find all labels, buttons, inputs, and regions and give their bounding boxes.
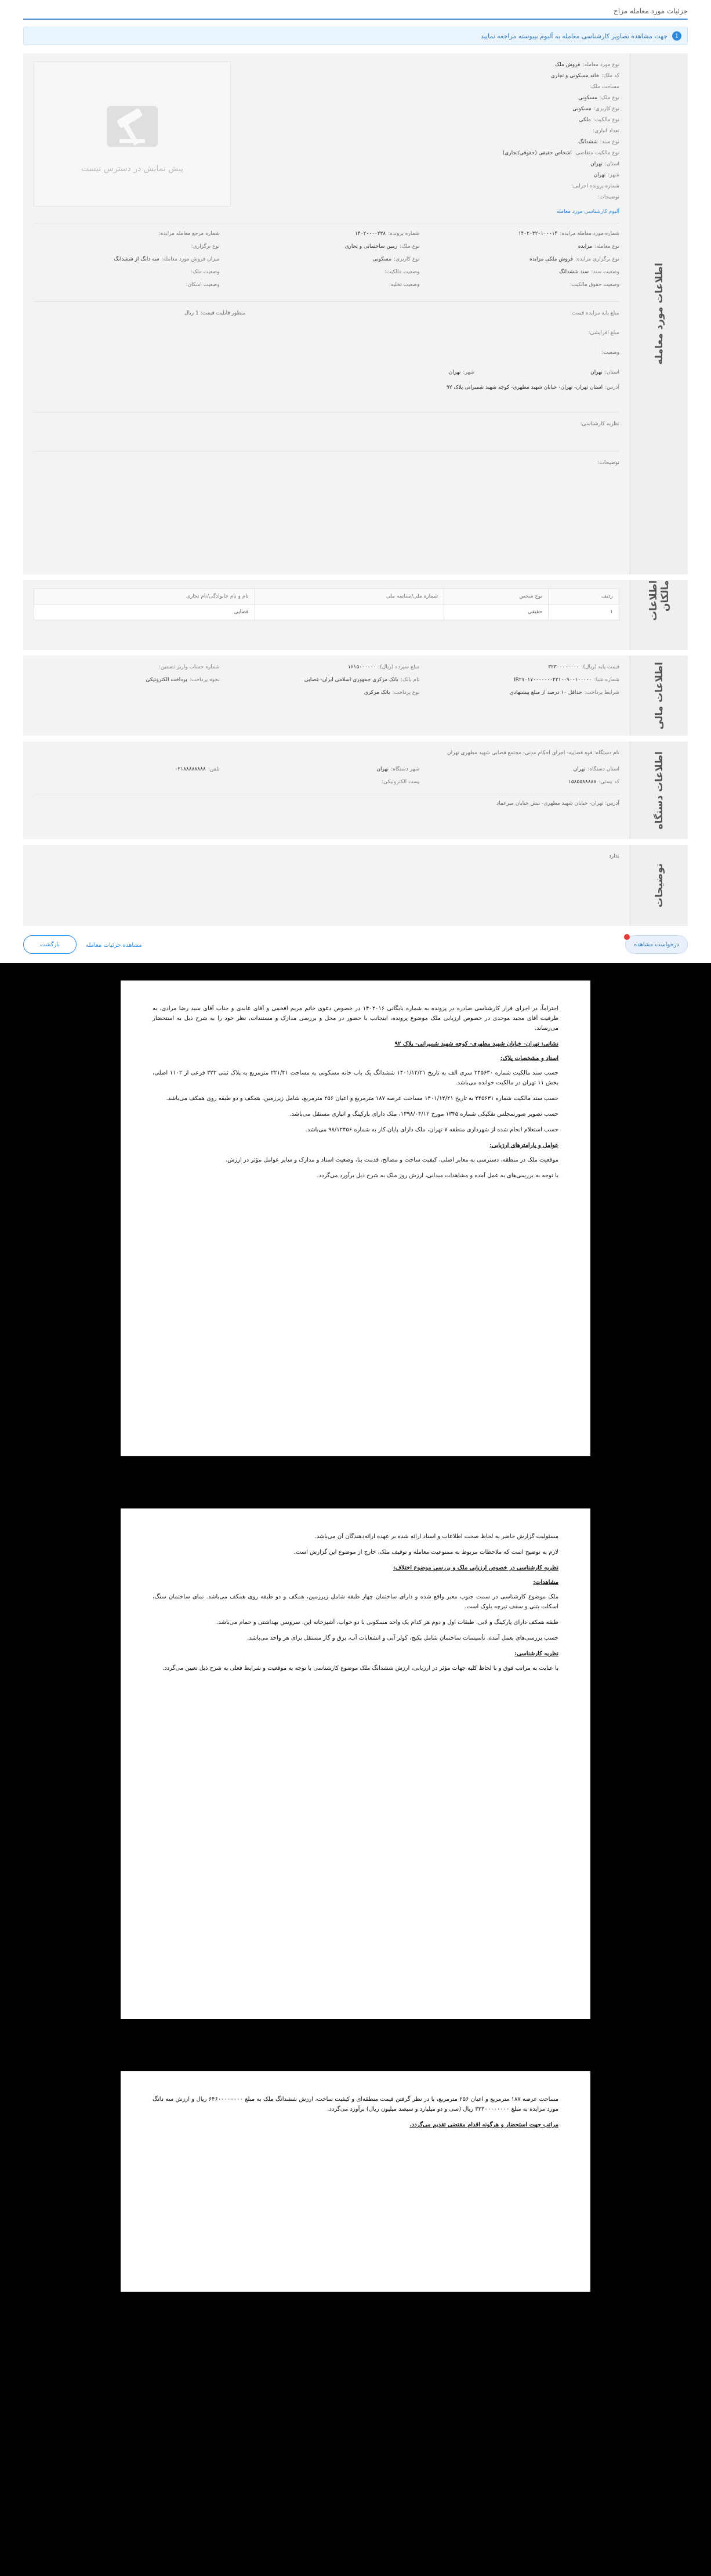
field-value: تهران [590, 161, 603, 167]
document-paragraph: حسب سند مالکیت شماره ۲۴۵۶۳۱ به تاریخ ۱۴۰۱/۱۲/۲۱ مساحت عرصه ۱۸۷ مترمربع و اعیان ۲۵۶ مترمربع، شامل زیرزمین، همکف و دو طبقه روی همکف می‌باشد. [166, 1095, 558, 1102]
document-paragraph: با عنایت به مراتب فوق و با لحاظ کلیه جهات مؤثر در ارزیابی، ارزش ششدانگ ملک موضوع کارشناسی با توجه به موقعیت و شرایط فعلی به شرح ذیل تعیین می‌گردد. [162, 1665, 558, 1671]
owners-table-header [34, 589, 619, 605]
property-grid-fields [34, 230, 619, 288]
owners-table [34, 588, 619, 620]
province-field [590, 369, 619, 376]
price-note: منظور قابلیت قیمت: 1 ریال [184, 310, 246, 316]
organization-content [23, 741, 630, 839]
province-label: استان: [604, 370, 619, 375]
field-value: IR۲۷۰۱۷۰۰۰۰۰۰۰۲۲۱۰۰۹۰۰۱۰۰۰۰۰ [513, 677, 592, 683]
field-value: تهران [593, 172, 606, 178]
property-content [23, 53, 630, 574]
document-paragraph: عوامل و پارامترهای ارزیابی: [489, 1142, 558, 1149]
document-viewer[interactable] [0, 963, 711, 2576]
table-cell: حقیقی [444, 605, 549, 620]
financial-field [234, 664, 420, 671]
property-field [376, 84, 619, 91]
field-label: نوع مالکیت متقاضی: [574, 150, 619, 156]
field-value: ملکی [579, 117, 591, 123]
property-grid-field [34, 269, 220, 276]
table-header-cell: نام و نام خانوادگی/نام تجاری [34, 589, 255, 605]
field-value: اشخاص حقیقی (حقوقی/تجاری) [502, 150, 572, 156]
field-value: مزایده [578, 244, 593, 249]
field-label: شماره پرونده: [388, 231, 420, 237]
field-value: ۰۲۱۸۸۸۸۸۸۸۸ [175, 766, 206, 772]
divider [34, 301, 619, 302]
field-label: نوع سند: [600, 139, 619, 145]
document-paragraph: ملک موضوع کارشناسی در سمت جنوب معبر واقع شده و دارای ساختمان چهار طبقه شامل زیرزمین، همکف و دو طبقه روی همکف می‌باشد. نمای ساختمان سنگ، اسکلت بتنی و سقف تیرچه بلوک است. [153, 1594, 558, 1610]
field-value: تهران [376, 766, 389, 772]
field-label: پست الکترونیکی: [382, 779, 420, 785]
address-value: استان تهران- تهران- خیابان شهید مطهری- کوچه شهید شمیرانی پلاک ۹۲ [446, 385, 603, 390]
document-paragraph: موقعیت ملک در منطقه، دسترسی به معابر اصلی، کیفیت ساخت و مصالح، قدمت بنا، وضعیت اسناد و مدارک و سایر عوامل مؤثر در ارزش. [225, 1157, 558, 1163]
bid-step-field [34, 330, 619, 337]
field-label: شماره حساب واریز تضمین: [158, 664, 220, 670]
field-label: نوع کاربری: [394, 256, 420, 262]
field-label: مبلغ سپرده (ریال): [378, 664, 420, 670]
property-field [376, 106, 619, 113]
financial-section-label: اطلاعات مالی [653, 661, 665, 730]
property-grid-field [433, 281, 619, 288]
property-grid-field [433, 230, 619, 237]
financial-section-label-col [630, 656, 688, 736]
financial-field [433, 689, 619, 696]
property-field [376, 128, 619, 135]
property-grid-field [34, 256, 220, 263]
field-value: زمین ساختمانی و تجاری [344, 244, 398, 249]
financial-field [433, 676, 619, 683]
organization-section-label-col [630, 741, 688, 839]
organization-field [433, 766, 619, 773]
notice-text: جهت مشاهده تصاویر کارشناسی معامله به آلبوم بپیوسته مراجعه نمایید [480, 32, 668, 40]
field-label: نام بانک: [400, 677, 420, 683]
owners-section-label: اطلاعات مالکان [647, 580, 671, 621]
org-address: آدرس: تهران- خیابان شهید مطهری- نبش خیابان میرعماد [496, 801, 619, 806]
field-value: ۳۲۳۰۰۰۰۰۰۰۰ [548, 664, 579, 670]
address-field [34, 384, 619, 391]
organization-section-label: اطلاعات دستگاه [653, 751, 665, 830]
field-label: توضیحات: [597, 194, 619, 200]
document-paragraph: مشاهدات: [533, 1579, 558, 1586]
divider [34, 412, 619, 413]
property-section [23, 53, 688, 574]
field-value: پرداخت الکترونیکی [146, 677, 187, 683]
property-image[interactable] [34, 61, 231, 207]
field-label: وضعیت تخلیه: [389, 282, 420, 288]
field-value: ۱۵۸۵۵۸۸۸۸۸ [568, 779, 597, 785]
info-notice [23, 27, 688, 45]
property-grid-field [34, 281, 220, 288]
table-header-cell: نوع شخص [444, 589, 549, 605]
field-label: مساحت ملک: [589, 84, 619, 90]
owners-table-body [34, 605, 619, 620]
property-field [376, 172, 619, 179]
organization-field [234, 766, 420, 773]
organization-fields [34, 766, 619, 786]
org-name: نام دستگاه: قوه قضاییه- اجرای احکام مدنی- مجتمع قضایی شهید مطهری تهران [447, 750, 619, 756]
property-field [376, 150, 619, 157]
financial-field [234, 676, 420, 683]
organization-section [23, 741, 688, 839]
document-paragraph: حسب بررسی‌های بعمل آمده، تأسیسات ساختمان شامل پکیج، کولر آبی و انشعابات آب، برق و گاز مستقل برای هر واحد می‌باشد. [247, 1635, 558, 1641]
document-paragraph: احتراماً، در اجرای قرار کارشناسی صادره در پرونده به شماره بایگانی ۱۴۰۲۰۱۶ در خصوص دعوی خانم مریم افخمی و آقای عابدی و جناب آقای سید رضا مرادی، به طرفیت آقای مجید موحدی در خصوص ارزیابی ملک موضوع پرونده، اینجانب با حضور در محل و بررسی مدارک و مستندات، نظر خود را به شرح ذیل به استحضار می‌رساند. [153, 1005, 558, 1032]
field-label: نوع برگزاری مزایده: [575, 256, 619, 262]
field-label: شهر دستگاه: [391, 766, 420, 772]
field-value: فروش ملک [555, 62, 581, 68]
descriptions-content [23, 845, 630, 926]
property-grid-field [433, 256, 619, 263]
document-paragraph: لازم به توضیح است که ملاحظات مربوط به ممنوعیت معامله و توقیف ملک، خارج از موضوع این گزارش است. [293, 1549, 558, 1555]
property-section-label-col [630, 53, 688, 574]
field-label: نوع مورد معامله: [582, 62, 619, 68]
organization-field [234, 779, 420, 786]
field-value: سه دانگ از ششدانگ [114, 256, 159, 262]
document-page-3 [121, 2071, 590, 2292]
city-label: شهر: [463, 370, 475, 375]
field-label: نوع پرداخت: [392, 690, 420, 696]
field-label: شماره شبا: [594, 677, 619, 683]
table-header-cell: شماره ملی/شناسه ملی [255, 589, 444, 605]
field-label: نوع برگزاری: [191, 244, 220, 249]
album-link[interactable]: آلبوم کارشناسی مورد معامله [556, 209, 619, 215]
document-paragraph: حسب استعلام انجام شده از شهرداری منطقه ۷ تهران، ملک دارای پایان کار به شماره ۹۸/۱۲۴۵۶ می‌باشد. [305, 1127, 558, 1133]
city-field [449, 369, 474, 376]
action-bar [23, 933, 688, 956]
property-desc-label: توضیحات: [597, 460, 619, 466]
table-row [34, 605, 619, 620]
field-label: وضعیت ملک: [191, 269, 220, 275]
property-field [376, 139, 619, 146]
field-label: وضعیت اسکان: [186, 282, 220, 288]
property-grid-field [34, 243, 220, 250]
field-label: میزان فروش مورد معامله: [161, 256, 220, 262]
field-label: وضعیت حقوق مالکیت: [569, 282, 619, 288]
field-label: وضعیت سند: [591, 269, 619, 275]
city-value: تهران [448, 370, 461, 375]
field-label: استان: [604, 161, 619, 167]
property-grid-field [34, 230, 220, 237]
image-placeholder-text: پیش نمایش در دسترس نیست [81, 164, 184, 173]
title-divider [23, 19, 688, 20]
financial-fields [34, 664, 619, 696]
field-value: سند ششدانگ [559, 269, 589, 275]
field-value: ۱۶۱۵۰۰۰۰۰۰ [347, 664, 376, 670]
field-value: بانک مرکزی [364, 690, 390, 696]
field-value: فروش ملکی مزایده [529, 256, 573, 262]
field-label: نوع ملک: [599, 95, 619, 101]
document-paragraph: نظریه کارشناسی در خصوص ارزیابی ملک و بررسی موضوع اختلاف: [393, 1565, 558, 1571]
financial-field [433, 664, 619, 671]
field-value: مسکونی [372, 256, 392, 262]
property-field [376, 73, 619, 79]
table-cell: قضایی [34, 605, 255, 620]
descriptions-text: ندارد [608, 853, 619, 859]
property-grid-field [234, 230, 420, 237]
notification-dot-icon [624, 934, 630, 940]
document-paragraph: مراتب جهت استحضار و هرگونه اقدام مقتضی تقدیم می‌گردد. [409, 2122, 558, 2128]
view-details-link[interactable]: مشاهده جزئیات معامله [86, 942, 142, 949]
property-field [376, 183, 619, 190]
financial-field [34, 676, 220, 683]
descriptions-section-label: توضیحات [653, 863, 665, 908]
document-paragraph: حسب سند مالکیت شماره ۲۴۵۶۳۰ سری الف به تاریخ ۱۴۰۱/۱۲/۲۱ ششدانگ یک باب خانه مسکونی به مساحت ۲۲۱/۴۱ مترمربع به پلاک ثبتی ۳۲۳ فرعی از ۱۱۰۲ اصلی، بخش ۱۱ تهران در مالکیت خوانده می‌باشد. [153, 1070, 558, 1086]
descriptions-section-label-col [630, 845, 688, 926]
field-label: استان دستگاه: [587, 766, 619, 772]
property-field [376, 117, 619, 124]
address-label: آدرس: [605, 385, 619, 390]
price-label: مبلغ پایه مزایده قیمت: [570, 310, 619, 316]
field-label: نحوه پرداخت: [189, 677, 220, 683]
field-label: نوع معامله: [594, 244, 619, 249]
status-field [34, 349, 619, 356]
property-field [376, 61, 619, 68]
field-label: شماره مرجع معامله مزایده: [158, 231, 220, 237]
table-header-cell: ردیف [549, 589, 619, 605]
owners-section [23, 580, 688, 650]
field-value: ۱۴۰۲۰۰۰۰۲۳۸ [354, 231, 386, 237]
status-label: وضعیت: [601, 350, 619, 356]
table-cell [255, 605, 444, 620]
request-view-label: درخواست مشاهده [634, 941, 679, 948]
financial-content [23, 656, 630, 736]
field-label: نوع کاربری: [593, 106, 619, 112]
field-label: نوع ملک: [400, 244, 420, 249]
property-grid-field [433, 269, 619, 276]
property-field [376, 95, 619, 102]
document-page-2 [121, 1508, 590, 2019]
financial-section [23, 656, 688, 736]
field-label: شماره مورد معامله مزایده: [560, 231, 619, 237]
field-label: شماره پرونده اجرایی: [571, 183, 619, 189]
field-value: تهران [573, 766, 586, 772]
property-grid-field [234, 269, 420, 276]
property-field [376, 194, 619, 201]
financial-field [34, 664, 220, 671]
field-value: ششدانگ [578, 139, 598, 145]
info-icon: i [672, 31, 681, 41]
property-grid-field [234, 243, 420, 250]
financial-field [234, 689, 420, 696]
gavel-icon [100, 95, 164, 158]
province-value: تهران [590, 370, 603, 375]
document-paragraph: مسئولیت گزارش حاضر به لحاظ صحت اطلاعات و اسناد ارائه شده بر عهده ارائه‌دهندگان آن می‌باشد. [314, 1533, 558, 1540]
field-label: نوع مالکیت: [593, 117, 619, 123]
field-value: ۱۴۰۲۰۳۲۰۱۰۰۰۱۴ [518, 231, 558, 237]
document-paragraph: نظریه کارشناسی: [514, 1651, 558, 1657]
document-paragraph: مساحت عرصه ۱۸۷ مترمربع و اعیان ۲۵۶ مترمربع، با در نظر گرفتن قیمت منطقه‌ای و کیفیت ساخت، ارزش ششدانگ ملک به مبلغ ۶۴۶۰۰۰۰۰۰۰۰ ریال و ارزش سه دانگ مورد مزایده به مبلغ ۳۲۳۰۰۰۰۰۰۰۰ ریال (سی و دو میلیارد و سیصد میلیون ریال) برآورد می‌گردد. [153, 2096, 558, 2112]
bid-step-label: مبلغ افزایشی: [588, 330, 619, 336]
document-paragraph: اسناد و مشخصات پلاک: [500, 1055, 558, 1062]
field-value: خانه مسکونی و تجاری [550, 73, 600, 79]
property-field [376, 161, 619, 168]
document-paragraph: نشانی: تهران- خیابان شهید مطهری- کوچه شهید شمیرانی- پلاک ۹۲ [394, 1041, 558, 1047]
field-value: بانک مرکزی جمهوری اسلامی ایران- قضایی [304, 677, 398, 683]
price-field [568, 310, 619, 317]
expert-opinion-label: نظریه کارشناسی: [580, 421, 619, 427]
organization-field [433, 779, 619, 786]
document-page-1 [121, 981, 590, 1456]
field-value: حداقل ۱۰ درصد از مبلغ پیشنهادی [509, 690, 582, 696]
field-value: مسکونی [578, 95, 597, 101]
organization-field [34, 766, 220, 773]
field-value: مسکونی [572, 106, 592, 112]
field-label: شرایط پرداخت: [584, 690, 619, 696]
document-paragraph: طبقه همکف دارای پارکینگ و لابی، طبقات اول و دوم هر کدام یک واحد مسکونی با دو خواب، آشپزخانه اپن، سرویس بهداشتی و حمام می‌باشد. [216, 1619, 558, 1626]
property-grid-field [234, 256, 420, 263]
owners-section-label-col [630, 580, 688, 650]
descriptions-section [23, 845, 688, 926]
owners-content [23, 580, 630, 650]
back-button[interactable]: بازگشت [23, 935, 77, 954]
field-label: تلفن: [208, 766, 220, 772]
document-paragraph: با توجه به بررسی‌های به عمل آمده و مشاهدات میدانی، ارزش روز ملک به شرح ذیل برآورد می‌گردد. [317, 1173, 558, 1179]
field-label: کد ملک: [601, 73, 619, 79]
page-title: جزئیات مورد معامله مزاح [614, 7, 688, 15]
field-label: وضعیت مالکیت: [384, 269, 420, 275]
property-top-fields [376, 61, 619, 201]
request-view-button[interactable] [625, 935, 688, 954]
table-cell: ۱ [549, 605, 619, 620]
document-paragraph: حسب تصویر صورتمجلس تفکیکی شماره ۱۳۴۵ مورخ ۱۳۹۸/۰۴/۱۲، ملک دارای پارکینگ و انباری مستقل می‌باشد. [289, 1111, 558, 1117]
property-section-label: اطلاعات مورد معامله [653, 263, 665, 365]
property-grid-field [433, 243, 619, 250]
field-label: کد پستی: [598, 779, 619, 785]
field-label: قیمت پایه (ریال): [581, 664, 619, 670]
field-label: تعداد انباری: [593, 128, 619, 134]
property-grid-field [234, 281, 420, 288]
field-label: شهر: [608, 172, 619, 178]
